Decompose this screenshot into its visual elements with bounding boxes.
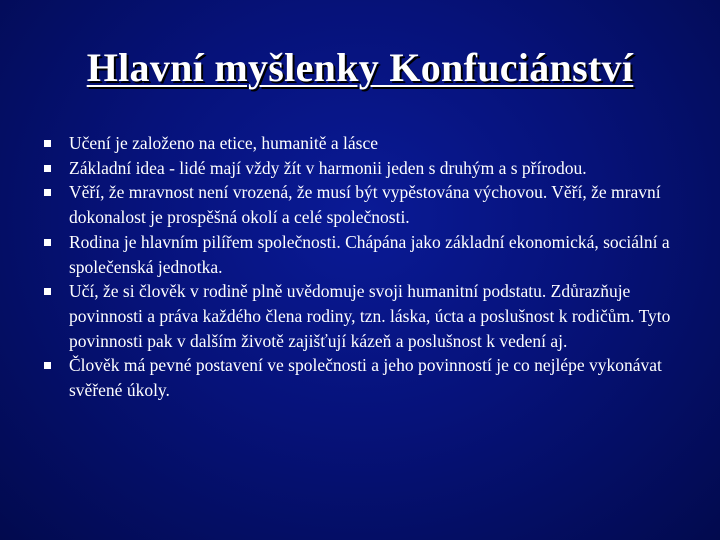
- square-bullet-icon: [44, 165, 51, 172]
- bullet-item: [0, 230, 720, 279]
- bullet-text: Učí, že si člověk v rodině plně uvědomuje svoji humanitní podstatu. Zdůrazňuje povinnosti a práva každého člena rodiny, tzn. láska, úcta a poslušnost k rodičům. Tyto povinnosti pak v dalším životě zajišťují kázeň a poslušnost k vedení aj.: [69, 281, 671, 351]
- bullet-item: [0, 180, 720, 229]
- bullet-text: Věří, že mravnost není vrozená, že musí být vypěstována výchovou. Věří, že mravní dokonalost je prospěšná okolí a celé společnosti.: [69, 182, 661, 228]
- bullet-item: [0, 131, 720, 156]
- bullet-item: [0, 353, 720, 402]
- bullet-item: [0, 156, 720, 181]
- bullet-item: [0, 279, 720, 353]
- bullet-text: Člověk má pevné postavení ve společnosti a jeho povinností je co nejlépe vykonávat svěřené úkoly.: [69, 355, 662, 401]
- bullet-text: Rodina je hlavním pilířem společnosti. Chápána jako základní ekonomická, sociální a společenská jednotka.: [69, 231, 670, 277]
- square-bullet-icon: [44, 362, 51, 369]
- bullet-text: Základní idea - lidé mají vždy žít v harmonii jeden s druhým a s přírodou.: [69, 157, 587, 178]
- square-bullet-icon: [44, 189, 51, 196]
- square-bullet-icon: [44, 140, 51, 147]
- bullet-list: [0, 131, 720, 403]
- square-bullet-icon: [44, 288, 51, 295]
- square-bullet-icon: [44, 239, 51, 246]
- slide-title: Hlavní myšlenky Konfuciánství: [86, 45, 634, 90]
- bullet-text: Učení je založeno na etice, humanitě a lásce: [69, 133, 379, 153]
